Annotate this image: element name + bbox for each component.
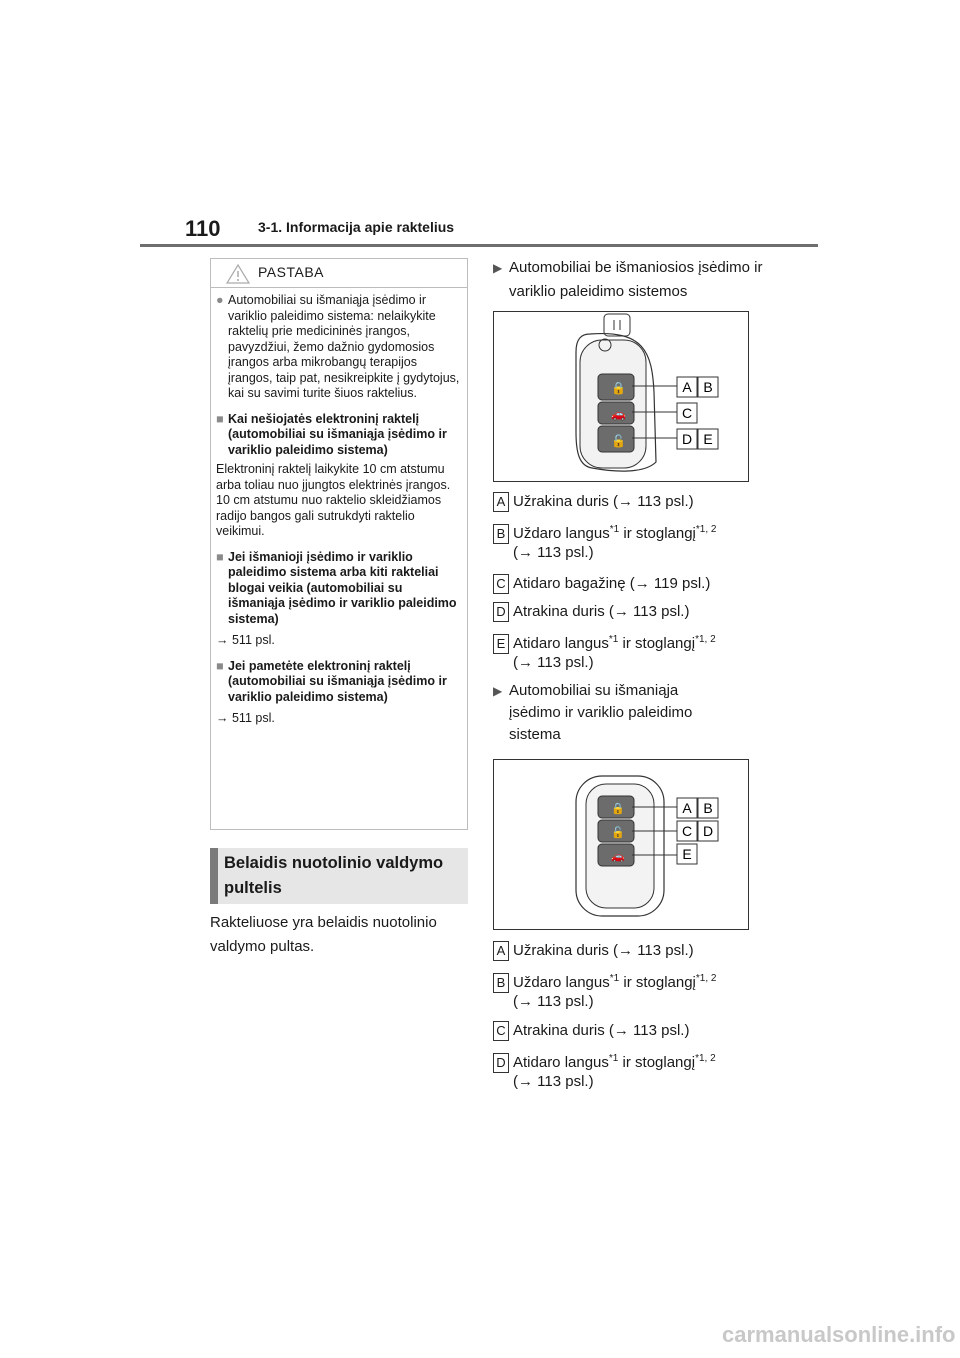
key-fob-illustration-2 [493, 759, 749, 930]
note-body [216, 293, 462, 727]
footnote-ref: *1, 2 [695, 524, 717, 535]
triangle-bullet-icon: ▶ [493, 684, 503, 698]
footnote-ref: *1, 2 [695, 1053, 716, 1064]
item-label: E [493, 634, 509, 654]
block1-heading-text: Automobiliai be išmaniosios įsėdimo ir variklio paleidimo sistemos [509, 259, 763, 300]
footnote-ref: *1 [608, 1053, 619, 1064]
svg-text:🔓: 🔓 [611, 434, 626, 448]
item-text: Užrakina duris (→ 113 psl.) [513, 493, 694, 510]
svg-text:🔓: 🔓 [611, 826, 625, 839]
key-fob-illustration-1 [493, 311, 749, 482]
item-text: ir stoglangį [619, 974, 696, 991]
section-title-bar [210, 848, 218, 904]
footnote-ref: *1, 2 [695, 973, 717, 984]
note-subheading-text: Jei išmanioji įsėdimo ir variklio paleidimo sistema arba kiti rakteliai blogai veikia (automobiliai su išmaniąja įsėdimo ir variklio paleidimo sistema) [228, 549, 457, 626]
item-text: Atrakina duris (→ 113 psl.) [513, 603, 690, 620]
block2-item-b [493, 969, 763, 993]
bullet-icon: ● [216, 293, 224, 307]
item-label: B [493, 973, 509, 993]
item-text: Atrakina duris (→ 113 psl.) [513, 1022, 690, 1039]
block2-item-d-ref: (→ 113 psl.) [513, 1073, 594, 1090]
item-text: Užrakina duris (→ 113 psl.) [513, 942, 694, 959]
item-text: ir stoglangį [618, 635, 696, 652]
item-text: Atidaro langus [513, 1054, 609, 1071]
key-fob-drawing-2 [494, 760, 748, 929]
square-bullet-icon: ■ [216, 549, 224, 564]
note-paragraph: Elektroninį raktelį laikykite 10 cm atstumu arba toliau nuo įjungtos elektrinės įrangos. 10 cm atstumu nuo raktelio skleidžiamos radijo bangos gali sutrukdyti raktelio veikimui. [216, 462, 451, 538]
block1-item-a [493, 492, 763, 512]
key-fob-drawing-1 [494, 312, 748, 481]
square-bullet-icon: ■ [216, 411, 224, 426]
callout-label-d: D [702, 823, 714, 839]
item-label: A [493, 492, 509, 512]
callout-label-b: B [703, 800, 713, 816]
triangle-bullet-icon: ▶ [493, 261, 503, 275]
note-subheading-text: Kai nešiojatės elektroninį raktelį (automobiliai su išmaniąja įsėdimo ir variklio paleidimo sistema) [228, 411, 447, 457]
block1-item-d [493, 602, 763, 622]
page-number: 110 [185, 216, 221, 241]
svg-text:🔒: 🔒 [611, 802, 625, 815]
note-bullet-text: Automobiliai su išmaniąja įsėdimo ir variklio paleidimo sistema: nelaikykite raktelių prie medicininės įrangos, pavyzdžiui, žemo dažnio gydomosios įrangos arba mikrobangų terapijos įrangos, taip pat, nesikreipkite į gydytojus, kai su savimi turite šiuos raktelius. [228, 293, 460, 400]
item-text: Atidaro langus [513, 635, 609, 652]
callout-label-b: B [703, 379, 713, 395]
block2-item-d [493, 1049, 763, 1073]
block1-item-c [493, 574, 763, 594]
block1-item-b-ref: (→ 113 psl.) [513, 544, 594, 561]
block1-item-e-ref: (→ 113 psl.) [513, 654, 594, 671]
svg-text:🚗: 🚗 [611, 407, 626, 421]
footnote-ref: *1 [608, 634, 619, 645]
item-label: C [493, 1021, 509, 1041]
callout-label-c: C [681, 823, 693, 839]
note-subheading-1 [216, 412, 462, 459]
note-bullet [216, 293, 462, 402]
svg-text:🔒: 🔒 [611, 381, 626, 395]
item-text: ir stoglangį [619, 525, 696, 542]
block2-item-b-ref: (→ 113 psl.) [513, 993, 594, 1010]
item-text: Uždaro langus [513, 525, 610, 542]
footnote-ref: *1 [609, 973, 620, 984]
footnote-ref: *1 [609, 524, 620, 535]
note-subheading-3 [216, 659, 462, 706]
block2-item-a [493, 941, 763, 961]
block1-heading [493, 256, 763, 304]
callout-label-a: A [682, 379, 692, 395]
footnote-ref: *1, 2 [695, 634, 716, 645]
note-subheading-2 [216, 550, 462, 628]
note-title: PASTABA [258, 264, 325, 280]
note-divider [211, 287, 467, 288]
watermark: carmanualsonline.info [722, 1322, 956, 1347]
item-label: C [493, 574, 509, 594]
callout-label-e: E [703, 431, 713, 447]
callout-label-a: A [682, 800, 692, 816]
item-label: D [493, 1053, 509, 1073]
section-title: Belaidis nuotolinio valdymo pultelis [224, 854, 444, 897]
note-subheading-text: Jei pametėte elektroninį raktelį (automobiliai su išmaniąja įsėdimo ir variklio paleidimo sistema) [228, 658, 447, 704]
item-text: ir stoglangį [618, 1054, 696, 1071]
block2-heading-text: Automobiliai su išmaniąja įsėdimo ir variklio paleidimo sistema [509, 682, 693, 743]
svg-text:🚗: 🚗 [611, 850, 625, 863]
warning-icon [226, 264, 250, 284]
note-reference: → 511 psl. [216, 633, 275, 647]
block1-item-b [493, 520, 763, 544]
block2-heading [493, 680, 763, 746]
block2-item-c [493, 1021, 763, 1041]
callout-label-c: C [681, 405, 693, 421]
block1-item-e [493, 630, 763, 654]
callout-label-d: D [681, 431, 693, 447]
item-text: Uždaro langus [513, 974, 610, 991]
header-rule [140, 244, 818, 247]
callout-label-e: E [682, 846, 692, 862]
item-text: Atidaro bagažinę (→ 119 psl.) [513, 575, 711, 592]
note-reference: → 511 psl. [216, 711, 275, 725]
item-label: A [493, 941, 509, 961]
section-paragraph: Rakteliuose yra belaidis nuotolinio valdymo pultas. [210, 914, 437, 955]
item-label: D [493, 602, 509, 622]
section-header: 3-1. Informacija apie raktelius [258, 219, 455, 235]
item-label: B [493, 524, 509, 544]
square-bullet-icon: ■ [216, 658, 224, 673]
